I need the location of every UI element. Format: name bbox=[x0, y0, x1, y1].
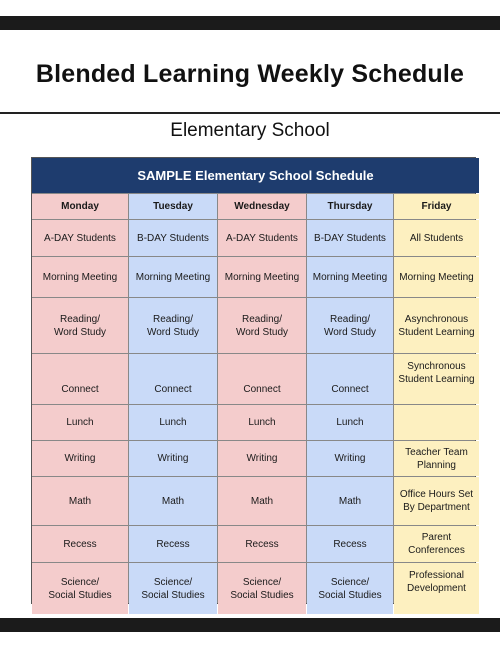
schedule-cell-tuesday-9: Science/ Social Studies bbox=[129, 563, 217, 614]
schedule-cell-wednesday-6: Writing bbox=[218, 441, 306, 476]
schedule-cell-wednesday-1: A-DAY Students bbox=[218, 220, 306, 256]
schedule-cell-friday-5 bbox=[394, 405, 479, 440]
schedule-cell-friday-4: Synchronous Student Learning bbox=[394, 354, 479, 404]
schedule-cell-monday-6: Writing bbox=[32, 441, 128, 476]
day-header-monday: Monday bbox=[32, 194, 128, 219]
schedule-cell-wednesday-4: Connect bbox=[218, 354, 306, 404]
schedule-cell-wednesday-2: Morning Meeting bbox=[218, 257, 306, 297]
page-title: Blended Learning Weekly Schedule bbox=[35, 60, 465, 88]
schedule-cell-friday-3: Asynchronous Student Learning bbox=[394, 298, 479, 353]
schedule-cell-friday-2: Morning Meeting bbox=[394, 257, 479, 297]
schedule-cell-tuesday-8: Recess bbox=[129, 526, 217, 562]
schedule-cell-friday-1: All Students bbox=[394, 220, 479, 256]
schedule-cell-tuesday-5: Lunch bbox=[129, 405, 217, 440]
title-divider bbox=[0, 112, 500, 114]
schedule-cell-monday-1: A-DAY Students bbox=[32, 220, 128, 256]
schedule-cell-thursday-3: Reading/ Word Study bbox=[307, 298, 393, 353]
schedule-cell-monday-8: Recess bbox=[32, 526, 128, 562]
schedule-cell-monday-7: Math bbox=[32, 477, 128, 525]
schedule-cell-friday-8: Parent Conferences bbox=[394, 526, 479, 562]
schedule-cell-tuesday-4: Connect bbox=[129, 354, 217, 404]
schedule-cell-friday-7: Office Hours Set By Department bbox=[394, 477, 479, 525]
schedule-cell-thursday-7: Math bbox=[307, 477, 393, 525]
schedule-cell-wednesday-7: Math bbox=[218, 477, 306, 525]
schedule-cell-thursday-4: Connect bbox=[307, 354, 393, 404]
schedule-cell-tuesday-7: Math bbox=[129, 477, 217, 525]
day-header-friday: Friday bbox=[394, 194, 479, 219]
day-header-wednesday: Wednesday bbox=[218, 194, 306, 219]
day-header-tuesday: Tuesday bbox=[129, 194, 217, 219]
schedule-cell-thursday-6: Writing bbox=[307, 441, 393, 476]
schedule-cell-thursday-8: Recess bbox=[307, 526, 393, 562]
schedule-cell-thursday-9: Science/ Social Studies bbox=[307, 563, 393, 614]
schedule-cell-monday-5: Lunch bbox=[32, 405, 128, 440]
schedule-cell-friday-9: Professional Development bbox=[394, 563, 479, 614]
day-header-thursday: Thursday bbox=[307, 194, 393, 219]
schedule-cell-monday-2: Morning Meeting bbox=[32, 257, 128, 297]
schedule-cell-monday-9: Science/ Social Studies bbox=[32, 563, 128, 614]
schedule-cell-thursday-1: B-DAY Students bbox=[307, 220, 393, 256]
schedule-table bbox=[31, 157, 476, 604]
schedule-cell-tuesday-1: B-DAY Students bbox=[129, 220, 217, 256]
schedule-cell-tuesday-3: Reading/ Word Study bbox=[129, 298, 217, 353]
schedule-cell-wednesday-8: Recess bbox=[218, 526, 306, 562]
schedule-banner: SAMPLE Elementary School Schedule bbox=[32, 158, 479, 193]
schedule-cell-wednesday-3: Reading/ Word Study bbox=[218, 298, 306, 353]
schedule-cell-tuesday-6: Writing bbox=[129, 441, 217, 476]
schedule-cell-thursday-2: Morning Meeting bbox=[307, 257, 393, 297]
schedule-cell-wednesday-5: Lunch bbox=[218, 405, 306, 440]
schedule-cell-tuesday-2: Morning Meeting bbox=[129, 257, 217, 297]
schedule-cell-thursday-5: Lunch bbox=[307, 405, 393, 440]
schedule-cell-wednesday-9: Science/ Social Studies bbox=[218, 563, 306, 614]
top-border-bar bbox=[0, 16, 500, 30]
schedule-cell-monday-4: Connect bbox=[32, 354, 128, 404]
page-subtitle: Elementary School bbox=[170, 120, 330, 141]
schedule-cell-monday-3: Reading/ Word Study bbox=[32, 298, 128, 353]
bottom-border-bar bbox=[0, 618, 500, 632]
schedule-cell-friday-6: Teacher Team Planning bbox=[394, 441, 479, 476]
